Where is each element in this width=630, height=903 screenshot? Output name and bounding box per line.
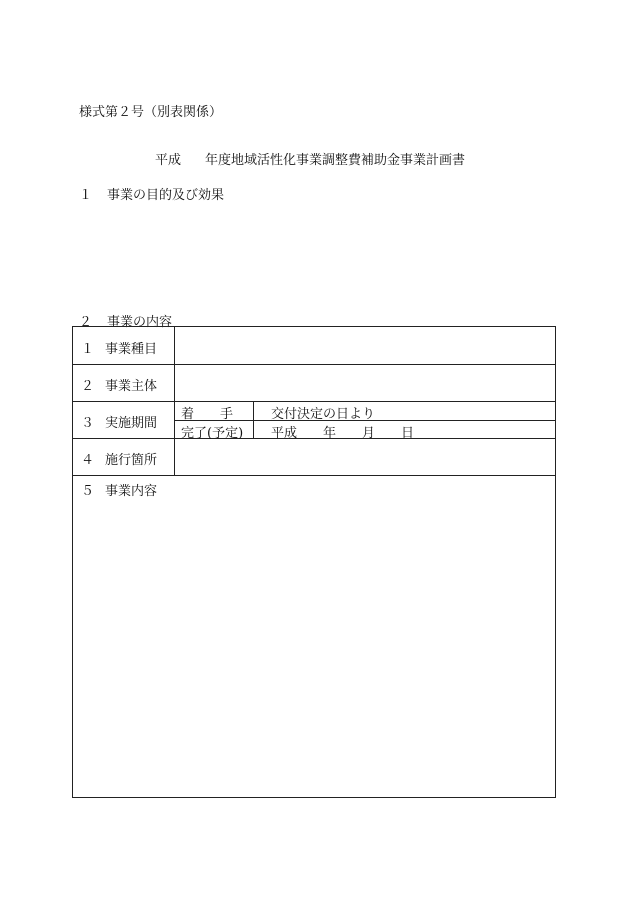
section-purpose-heading bbox=[79, 184, 224, 203]
row-divider bbox=[73, 401, 555, 402]
row-number: ２ bbox=[81, 379, 95, 394]
row-number: ５ bbox=[81, 484, 95, 499]
period-end-value: 平成 年 月 日 bbox=[271, 426, 415, 441]
title-main: 年度地域活性化事業調整費補助金事業計画書 bbox=[205, 153, 466, 168]
section-label: 事業の内容 bbox=[107, 315, 173, 330]
row-label: 実施期間 bbox=[105, 416, 158, 431]
table-row-label bbox=[81, 412, 157, 431]
row-number: １ bbox=[81, 342, 95, 357]
row-label: 施行箇所 bbox=[105, 453, 158, 468]
row-number: ３ bbox=[81, 416, 95, 431]
row-label: 事業内容 bbox=[105, 484, 158, 499]
section-label: 事業の目的及び効果 bbox=[107, 188, 225, 203]
section-number: １ bbox=[79, 188, 93, 203]
table-row-label bbox=[81, 338, 157, 357]
row-number: ４ bbox=[81, 453, 95, 468]
period-start-label: 着 手 bbox=[181, 407, 234, 422]
period-label-divider bbox=[253, 401, 254, 438]
section-number: ２ bbox=[79, 315, 93, 330]
label-column-divider bbox=[174, 327, 175, 475]
document-title bbox=[155, 149, 465, 168]
period-start-value: 交付決定の日より bbox=[271, 407, 376, 422]
form-number: 様式第２号（別表関係） bbox=[79, 105, 223, 120]
row-divider bbox=[73, 364, 555, 365]
row-label: 事業種目 bbox=[105, 342, 158, 357]
table-row-label bbox=[81, 375, 157, 394]
table-row-label bbox=[81, 480, 157, 499]
project-content-table bbox=[72, 326, 556, 798]
title-era: 平成 bbox=[155, 153, 182, 168]
row-label: 事業主体 bbox=[105, 379, 158, 394]
row-divider bbox=[73, 475, 555, 476]
period-end-label: 完了(予定) bbox=[181, 426, 244, 441]
table-row-label bbox=[81, 449, 157, 468]
